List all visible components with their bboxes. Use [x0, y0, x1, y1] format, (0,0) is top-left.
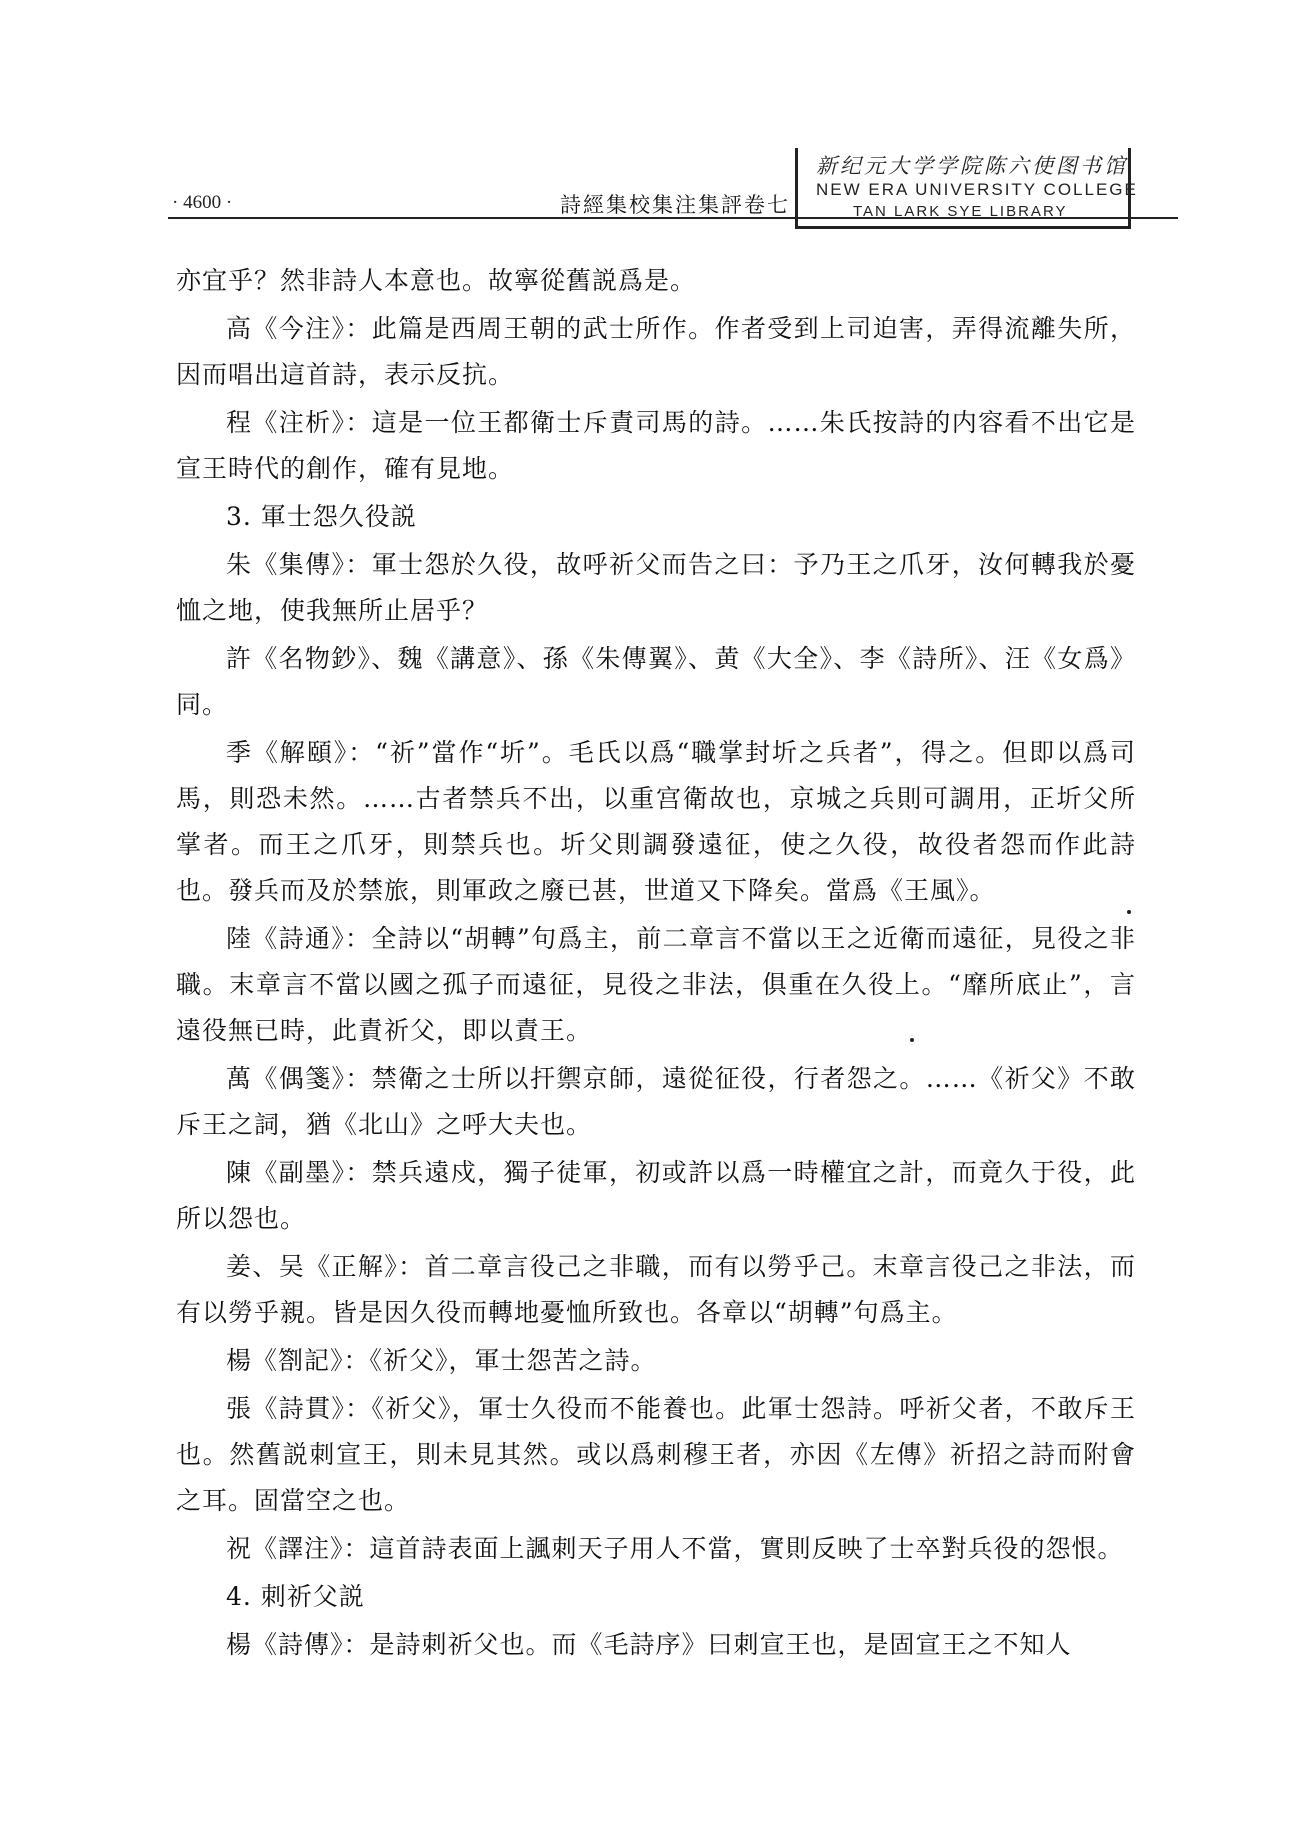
paragraph: 許《名物鈔》、魏《講意》、孫《朱傳翼》、黄《大全》、李《詩所》、汪《女爲》同。 — [176, 644, 1136, 719]
scan-speck — [910, 1038, 914, 1042]
section-heading: 3. 軍士怨久役説 — [226, 502, 417, 531]
stamp-line-library: TAN LARK SYE LIBRARY — [853, 203, 1068, 220]
paragraph: 祝《譯注》：這首詩表面上諷刺天子用人不當，實則反映了士卒對兵役的怨恨。 — [226, 1534, 1124, 1563]
paragraph: 高《今注》：此篇是西周王朝的武士所作。作者受到上司迫害，弄得流離失所，因而唱出這首詩，表示反抗。 — [176, 314, 1136, 389]
library-stamp — [795, 148, 1138, 229]
section-heading: 4. 刺祈父説 — [226, 1582, 365, 1611]
paragraph: 楊《劄記》：《祈父》，軍士怨苦之詩。 — [226, 1346, 657, 1375]
paragraph: 朱《集傳》：軍士怨於久役，故呼祈父而告之曰：予乃王之爪牙，汝何轉我於憂恤之地，使我無所止居乎？ — [176, 550, 1136, 625]
paragraph: 陸《詩通》：全詩以“胡轉”句爲主，前二章言不當以王之近衛而遠征，見役之非職。末章言不當以國之孤子而遠征，見役之非法，俱重在久役上。“靡所底止”，言遠役無已時，此責祈父，即以責王。 — [176, 924, 1136, 1045]
paragraph: 季《解頤》：“祈”當作“圻”。毛氏以爲“職掌封圻之兵者”，得之。但即以爲司馬，則恐未然。……古者禁兵不出，以重宫衛故也，京城之兵則可調用，正圻父所掌者。而王之爪牙，則禁兵也。圻父則調發遠征，使之久役，故役者怨而作此詩也。發兵而及於禁旅，則軍政之廢已甚，世道又下降矣。當爲《王風》。 — [176, 738, 1136, 905]
paragraph: 萬《偶箋》：禁衛之士所以扞禦京師，遠從征役，行者怨之。……《祈父》不敢斥王之詞，猶《北山》之呼大夫也。 — [176, 1064, 1136, 1139]
paragraph: 陳《副墨》：禁兵遠戍，獨子徒軍，初或許以爲一時權宜之計，而竟久于役，此所以怨也。 — [176, 1158, 1136, 1233]
paragraph: 張《詩貫》：《祈父》，軍士久役而不能養也。此軍士怨詩。呼祈父者，不敢斥王也。然舊説刺宣王，則未見其然。或以爲刺穆王者，亦因《左傳》祈招之詩而附會之耳。固當空之也。 — [176, 1394, 1136, 1515]
page-number: · 4600 · — [172, 192, 233, 213]
paragraph: 亦宜乎？然非詩人本意也。故寧從舊説爲是。 — [176, 266, 697, 295]
scan-speck — [1127, 910, 1131, 914]
stamp-line-chinese: 新纪元大学学院陈六使图书馆 — [816, 154, 1128, 178]
paragraph: 程《注析》：這是一位王都衛士斥責司馬的詩。……朱氏按詩的内容看不出它是宣王時代的創作，確有見地。 — [176, 408, 1136, 483]
page-body — [176, 258, 1136, 1670]
paragraph: 姜、吴《正解》：首二章言役己之非職，而有以勞乎己。末章言役己之非法，而有以勞乎親。皆是因久役而轉地憂恤所致也。各章以“胡轉”句爲主。 — [176, 1252, 1136, 1327]
page-header — [0, 0, 1300, 230]
running-title: 詩經集校集注集評卷七 — [560, 193, 790, 217]
stamp-line-english: NEW ERA UNIVERSITY COLLEGE — [816, 180, 1138, 199]
paragraph: 楊《詩傳》：是詩刺祈父也。而《毛詩序》曰刺宣王也，是固宣王之不知人 — [226, 1630, 1072, 1659]
